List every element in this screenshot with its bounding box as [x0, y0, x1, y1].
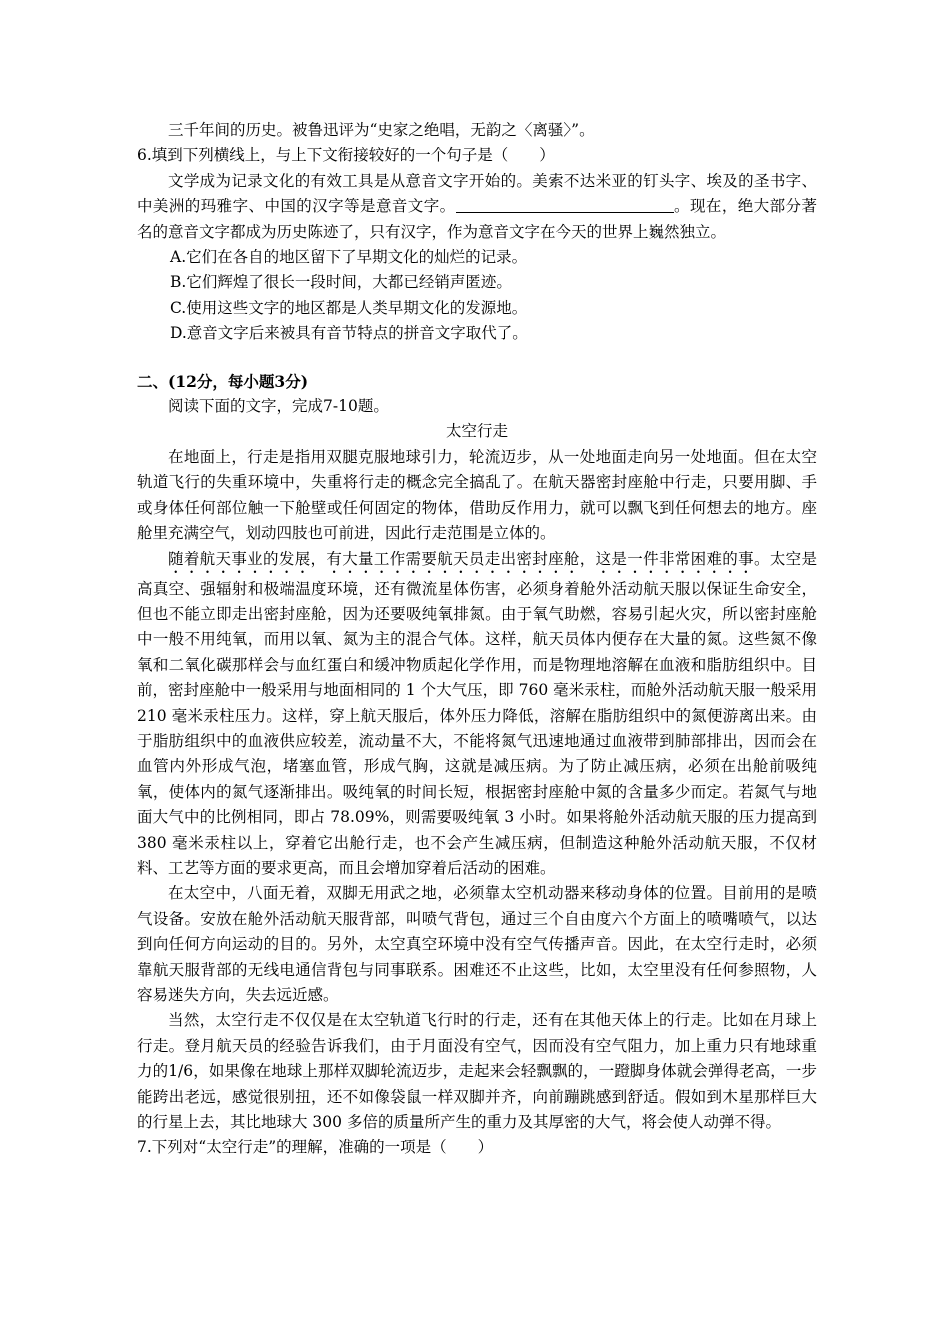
dotted-sentence: 随着航天事业的发展，有大量工作需要航天员走出密封座舱，这是一件非常困难的事。	[168, 549, 770, 568]
q6-stem: 6.填到下列横线上，与上下文衔接较好的一个句子是（ ）	[137, 146, 555, 165]
section2-heading: 二、(12分，每小题3分)	[137, 371, 309, 391]
q6-option-c: C.使用这些文字的地区都是人类早期文化的发源地。	[170, 298, 528, 317]
article-paragraph-2-rest: 太空是高真空、强辐射和极端温度环境，还有微流星体伤害，必须身着舱外活动航天服以保证生命安全，但也不能立即走出密封座舱，因为还要吸纯氧排氮。由于氧气助燃，容易引起火灾，所以密封座舱中一般不用纯氧，而用以氧、氮为主的混合气体。这样，航天员体内便存在大量的氮。这些氮不像氧和二氧化碳那样会与血红蛋白和缓冲物质起化学作用，而是物理地溶解在血液和脂肪组织中。目前，密封座舱中一般采用与地面相同的 1 个大气压，即 760 毫米汞柱，而舱外活动航天服一般采用 210 毫米汞柱压力。这样，穿上航天服后，体外压力降低，溶解在脂肪组织中的氮便游离出来。由于脂肪组织中的血液供应较差，流动量不大，不能将氮气迅速地通过血液带到肺部排出，因而会在血管内外形成气泡，堵塞血管，形成气胸，这就是减压病。为了防止减压病，必须在出舱前吸纯氧，使体内的氮气逐渐排出。吸纯氧的时间长短，根据密封座舱中氮的含量多少而定。若氮气与地面大气中的比例相同，即占 78.09%，则需要吸纯氧 3 小时。如果将舱外活动航天服的压力提高到 380 毫米汞柱以上，穿着它出舱行走，也不会产生减压病，但制造这种舱外活动航天服，不仅材料、工艺等方面的要求更高，而且会增加穿着后活动的困难。	[137, 549, 817, 877]
q7-stem: 7.下列对“太空行走”的理解，准确的一项是（ ）	[137, 1138, 494, 1157]
q6-passage	[137, 169, 817, 245]
q5-tail: 三千年间的历史。被鲁迅评为“史家之绝唱，无韵之〈离骚〉”。	[168, 121, 595, 139]
exam-page	[137, 118, 817, 1161]
fill-blank[interactable]	[456, 197, 674, 213]
q6-option-a: A.它们在各自的地区留下了早期文化的灿烂的记录。	[170, 248, 528, 267]
section2-instruction: 阅读下面的文字，完成7-10题。	[168, 397, 389, 416]
q6-option-b: B.它们辉煌了很长一段时间，大都已经销声匿迹。	[170, 273, 512, 292]
article-paragraph-4: 当然，太空行走不仅仅是在太空轨道飞行时的行走，还有在其他天体上的行走。比如在月球上行走。登月航天员的经验告诉我们，由于月面没有空气，因而没有空气阻力，加上重力只有地球重力的1/6，如果像在地球上那样双脚轮流迈步，走起来会轻飘飘的，一蹬脚身体就会弹得老高，一步能跨出老远，感觉很别扭，还不如像袋鼠一样双脚并齐，向前蹦跳感到舒适。假如到木星那样巨大的行星上去，其比地球大 300 多倍的质量所产生的重力及其厚密的大气，将会使人动弹不得。	[137, 1011, 817, 1132]
article-paragraph-2	[137, 547, 817, 882]
article-paragraph-3: 在太空中，八面无着，双脚无用武之地，必须靠太空机动器来移动身体的位置。目前用的是喷气设备。安放在舱外活动航天服背部，叫喷气背包，通过三个自由度六个方面上的喷嘴喷气，以达到向任何方向运动的目的。另外，太空真空环境中没有空气传播声音。因此，在太空行走时，必须靠航天服背部的无线电通信背包与同事联系。困难还不止这些，比如，太空里没有任何参照物，人容易迷失方向，失去远近感。	[137, 884, 817, 1004]
q6-option-d: D.意音文字后来被具有音节特点的拼音文字取代了。	[170, 324, 528, 343]
article-title: 太空行走	[445, 422, 508, 441]
article-paragraph-1: 在地面上，行走是指用双腿克服地球引力，轮流迈步，从一处地面走向另一处地面。但在太空轨道飞行的失重环境中，失重将行走的概念完全搞乱了。在航天器密封座舱中行走，只要用脚、手或身体任何部位触一下舱壁或任何固定的物体，借助反作用力，就可以飘飞到任何想去的地方。座舱里充满空气，划动四肢也可前进，因此行走范围是立体的。	[137, 447, 817, 543]
q6-passage-before: 文学成为记录文化的有效工具是从意音文字开始的。美索不达米亚的钉头字、埃及的圣书字、中美洲的玛雅字、中国的汉字等是意音文字。	[137, 171, 817, 216]
q6-passage-after: 。现在，绝大部分著名的意音文字都成为历史陈迹了，只有汉字，作为意音文字在今天的世界上巍然独立。	[137, 197, 817, 241]
